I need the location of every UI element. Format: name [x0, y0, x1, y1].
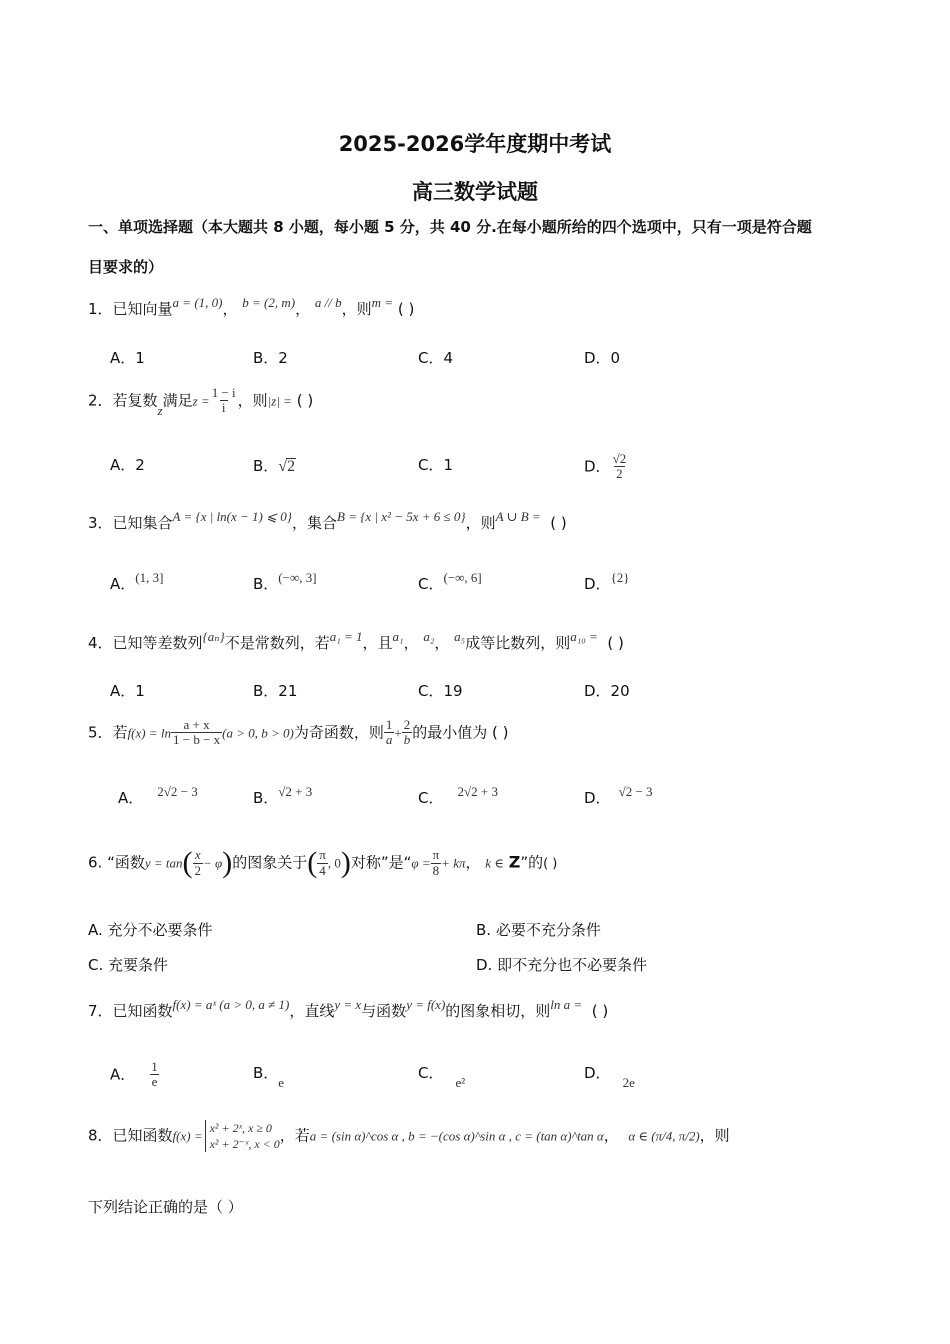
- q6-two: 2: [194, 862, 202, 878]
- exam-subtitle: 高三数学试题: [412, 180, 538, 204]
- q6-x: x: [194, 847, 201, 863]
- q6-frac-pi8: [431, 848, 442, 878]
- sqrt-sign: √: [278, 458, 288, 475]
- option-a-value: 2√2 − 3: [157, 784, 198, 799]
- option-d-label: D．: [584, 789, 611, 807]
- q6-zero: 0: [334, 855, 341, 871]
- q7-t1: ，直线: [289, 1002, 335, 1020]
- q7-ask: ln a =: [550, 997, 583, 1012]
- q4-a5: a₅: [454, 629, 466, 644]
- answer-blank: ( ): [550, 514, 567, 532]
- q6-integers: Z: [508, 852, 521, 872]
- option-b-value: (−∞, 3]: [278, 570, 317, 585]
- option-b-label: B．: [253, 789, 279, 807]
- q6-minus-phi: − φ: [203, 855, 223, 871]
- option-d-label: D．: [584, 575, 611, 593]
- q2-mid: 满足: [162, 391, 193, 410]
- option-c: [418, 784, 498, 807]
- q2-text: 2．若复数: [88, 391, 158, 410]
- option-d: D. 即不充分也不必要条件: [476, 956, 648, 974]
- paren-right: ): [222, 846, 233, 879]
- q5-text: 5．若: [88, 723, 128, 742]
- q3-set-b: B = {x | x² − 5x + 6 ≤ 0}: [337, 509, 466, 524]
- q2-then: ，则: [237, 391, 268, 410]
- q6-kz: k ∈: [485, 855, 504, 871]
- section-heading: 一、单项选择题（本大题共 8 小题，每小题 5 分，共 40 分.在每小题所给的四个选项中，只有一项是符合题: [88, 218, 812, 236]
- section-heading-cont: 目要求的）: [88, 258, 164, 276]
- option-d-value: √2 − 3: [618, 784, 653, 799]
- option-d-value: 2e: [622, 1075, 635, 1090]
- q4-t2: ，且: [362, 634, 393, 652]
- option-d: [584, 1064, 635, 1090]
- q5-frac-1a-num: 1: [385, 717, 393, 732]
- option-d: [584, 784, 653, 807]
- question-8-cont: 下列结论正确的是（ ）: [88, 1198, 243, 1216]
- q6-func: y = tan: [144, 855, 183, 871]
- question-8: 8．已知函数f(x) = x² + 2ˣ, x ≥ 0 x² + 2⁻ˣ, x < 0 ，若a = (sin α)^cos α , b = −(cos α)^sin α , c = (tan α)^tan α， α ∈ (π/4, π/2)，则: [88, 1121, 730, 1152]
- option-d-label: D．: [584, 1064, 611, 1082]
- q5-num: a + x: [183, 717, 210, 732]
- q1-ask: m =: [371, 295, 394, 310]
- answer-blank: ( ): [607, 634, 624, 652]
- q7-fx: f(x) = aˣ (a > 0, a ≠ 1): [172, 997, 290, 1012]
- answer-blank: ( ): [591, 1002, 609, 1020]
- q8-fx: f(x) =: [172, 1128, 203, 1144]
- q4-seq: {aₙ}: [202, 629, 225, 644]
- q1-parallel: a // b: [314, 295, 342, 310]
- option-d-label: D．: [584, 457, 611, 476]
- q5-fx: f(x) = ln: [127, 725, 171, 741]
- option-b-label: B．: [253, 575, 279, 593]
- q8-range: α ∈ (π/4, π/2): [628, 1128, 700, 1144]
- option-b: B．2: [253, 349, 288, 367]
- paren-left: (: [307, 846, 318, 879]
- option-b: B. 必要不充分条件: [476, 921, 601, 939]
- answer-blank: ( ): [492, 723, 509, 742]
- q4-text: 4．已知等差数列: [88, 634, 203, 652]
- q8-def: a = (sin α)^cos α , b = −(cos α)^sin α , c = (tan α)^tan α: [309, 1128, 604, 1144]
- answer-blank: ( ): [543, 856, 558, 872]
- q7-line: y = x: [334, 997, 362, 1012]
- q5-frac-2b: [402, 718, 413, 748]
- q7-g: y = f(x): [406, 997, 446, 1012]
- q1-vector-b: b = (2, m): [242, 295, 296, 310]
- option-b-value: e: [278, 1075, 285, 1090]
- q7-t2: 与函数: [361, 1002, 407, 1020]
- option-c-value: 2√2 + 3: [457, 784, 498, 799]
- option-c-label: C．: [418, 789, 444, 807]
- q5-den: 1 − b − x: [172, 732, 221, 748]
- option-b-value: 2: [287, 458, 296, 475]
- q2-frac-num: 1 − i: [211, 385, 236, 400]
- option-c: C．19: [418, 682, 463, 700]
- q6-comma-zero: ,: [327, 855, 335, 871]
- option-c: C．1: [418, 456, 454, 474]
- option-c: C．4: [418, 349, 454, 367]
- q6-frac-pi4: [317, 848, 328, 878]
- question-6: 6. “函数y = tan( $\frac{x}{2}$ − φ)的图象关于( $\frac{\pi}{4}$ , 0)对称”是“φ = $\frac{\pi}{8}$ + kπ， k ∈ Z”的( ): [88, 846, 558, 879]
- option-b: B．21: [253, 682, 298, 700]
- option-d: [584, 452, 628, 482]
- q6-t3: ”的: [520, 853, 544, 872]
- q8-case-2: x² + 2⁻ˣ, x < 0: [209, 1137, 280, 1152]
- option-a-fraction: [149, 1060, 160, 1090]
- q8-t1: ，若: [279, 1126, 310, 1145]
- paren-left: (: [182, 846, 193, 879]
- q5-t2: 的最小值为: [412, 723, 488, 742]
- answer-blank: ( ): [397, 300, 415, 318]
- option-d-value: {2}: [610, 570, 630, 585]
- q3-mid: ，集合: [291, 514, 337, 532]
- q5-frac-2b-num: 2: [403, 717, 411, 732]
- q6-t1: 的图象关于: [232, 853, 308, 872]
- question-1: 1．已知向量a = (1, 0)， b = (2, m)， a // b，则m = ( ): [88, 295, 415, 318]
- q3-set-a: A = {x | ln(x − 1) ⩽ 0}: [172, 509, 292, 524]
- q7-text: 7．已知函数: [88, 1002, 173, 1020]
- q4-ask: a₁₀ =: [570, 629, 598, 644]
- q3-union: A ∪ B =: [495, 509, 541, 524]
- option-c-label: C．: [418, 575, 444, 593]
- option-c-value: e²: [455, 1075, 466, 1090]
- q5-frac-2b-den: b: [403, 732, 411, 748]
- option-d: D．0: [584, 349, 621, 367]
- q6-kpi: + kπ: [441, 855, 466, 871]
- q3-text: 3．已知集合: [88, 514, 173, 532]
- question-7: [88, 997, 609, 1020]
- option-c-value: (−∞, 6]: [443, 570, 482, 585]
- q2-eq: z =: [192, 393, 210, 409]
- option-c: [418, 570, 482, 593]
- option-a-label: A．: [110, 1065, 136, 1084]
- option-b-label: B．: [253, 1064, 279, 1082]
- q2-frac-den: i: [221, 400, 226, 416]
- q8-case-1: x² + 2ˣ, x ≥ 0: [209, 1121, 272, 1135]
- option-b-value: √2 + 3: [278, 784, 313, 799]
- option-d: [584, 570, 630, 593]
- option-d: D．20: [584, 682, 630, 700]
- q1-text: 1．已知向量: [88, 300, 173, 318]
- option-b: [253, 1064, 285, 1090]
- q5-frac-1a: [384, 718, 395, 748]
- option-a: [118, 784, 198, 807]
- q6-pi: π: [319, 847, 326, 863]
- q4-t3: 成等比数列，则: [465, 634, 571, 652]
- exam-title: 2025-2026学年度期中考试: [338, 132, 612, 156]
- q2-fraction: [210, 386, 238, 416]
- q1-vector-a: a = (1, 0): [172, 295, 223, 310]
- option-a-value: (1, 3]: [135, 570, 164, 585]
- q5-frac-1a-den: a: [385, 732, 393, 748]
- paren-right: ): [340, 846, 351, 879]
- q4-cond: a₁ = 1: [329, 629, 363, 644]
- q8-text: 8．已知函数: [88, 1126, 173, 1145]
- q6-text: 6. “函数: [88, 853, 145, 872]
- option-b: [253, 458, 296, 475]
- option-a-num: 1: [151, 1059, 158, 1074]
- option-c-label: C．: [418, 1064, 444, 1082]
- question-2: [88, 385, 314, 419]
- q5-fraction: [171, 718, 222, 748]
- option-a: A．1: [110, 349, 145, 367]
- q6-t2: 对称”是“: [350, 853, 412, 872]
- q6-phi: φ =: [411, 855, 431, 871]
- option-d-num: √2: [612, 451, 627, 466]
- option-b: [253, 784, 313, 807]
- option-c: [418, 1064, 466, 1090]
- option-c: C. 充要条件: [88, 956, 169, 974]
- option-b: [253, 570, 317, 593]
- q6-pi-2: π: [432, 847, 440, 863]
- q8-t2: ，则: [699, 1126, 730, 1145]
- option-d-den: 2: [616, 466, 623, 482]
- q8-piecewise: [205, 1120, 280, 1152]
- q4-a1: a₁: [392, 629, 404, 644]
- option-a-label: A．: [118, 789, 144, 807]
- question-3: [88, 509, 567, 532]
- question-4: 4．已知等差数列{aₙ}不是常数列，若a₁ = 1，且a₁， a₂， a₅成等比数列，则a₁₀ = ( ): [88, 629, 624, 652]
- q6-frac-x2: [193, 848, 204, 878]
- q4-t1: 不是常数列，若: [224, 634, 330, 652]
- option-b-label: B．: [253, 457, 279, 475]
- q6-four: 4: [319, 862, 326, 878]
- q5-t1: 为奇函数，则: [293, 723, 384, 742]
- option-a: A. 充分不必要条件: [88, 921, 213, 939]
- q6-eight: 8: [432, 862, 440, 878]
- answer-blank: ( ): [296, 391, 314, 410]
- q2-var: z: [157, 403, 163, 419]
- option-d-fraction: [611, 452, 629, 482]
- option-a: [110, 1060, 160, 1090]
- question-5: [88, 718, 509, 748]
- q4-a2: a₂: [423, 629, 435, 644]
- option-a: [110, 570, 164, 593]
- q2-abs: |z| =: [267, 393, 292, 409]
- option-a: A．1: [110, 682, 145, 700]
- q5-cond: (a > 0, b > 0): [222, 725, 294, 741]
- q5-plus: +: [394, 725, 402, 741]
- q1-then: ，则: [341, 300, 372, 318]
- q7-t3: 的图象相切，则: [445, 1002, 551, 1020]
- option-a-den: e: [151, 1074, 158, 1090]
- option-a-label: A．: [110, 575, 136, 593]
- option-a: A．2: [110, 456, 145, 474]
- q3-then: ，则: [465, 514, 496, 532]
